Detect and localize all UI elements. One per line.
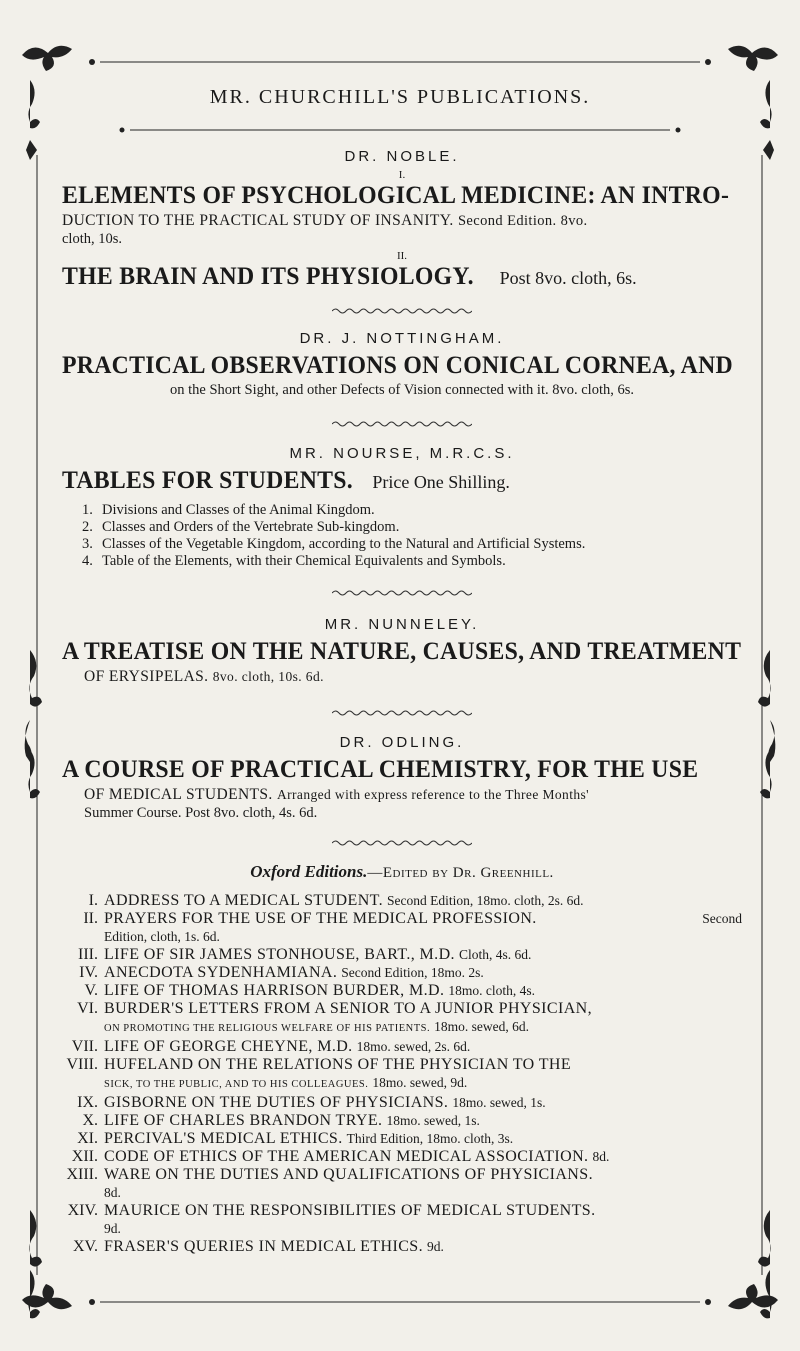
item-detail: Second [702,911,742,926]
book-detail: on the Short Sight, and other Defects of Vision connected with it. 8vo. cloth, 6s. [170,382,634,398]
item-title: HUFELAND ON THE RELATIONS OF THE PHYSICIAN TO THE [104,1056,572,1073]
item-numeral: IV. [79,964,98,981]
item-detail: 18mo. sewed, 9d. [372,1075,468,1090]
item-numeral: II. [83,910,98,927]
item-title: ANECDOTA SYDENHAMIANA. [104,964,338,981]
book-numeral: II. [396,250,408,262]
item-title: FRASER'S QUERIES IN MEDICAL ETHICS. [104,1238,423,1255]
book-title-tables: TABLES FOR STUDENTS. [62,467,354,494]
item-title: BURDER'S LETTERS FROM A SENIOR TO A JUNIOR PHYSICIAN, [104,1000,593,1017]
subtitle-text: DUCTION TO THE PRACTICAL STUDY OF INSANITY. [62,212,454,229]
oxford-list [62,892,742,1256]
item-note: ON PROMOTING THE RELIGIOUS WELFARE OF HIS PATIENTS. [104,1023,431,1034]
book-subtitle [62,667,742,686]
book-detail: 8vo. cloth, 10s. 6d. [212,669,324,684]
item-title: ADDRESS TO A MEDICAL STUDENT. [104,892,384,909]
item-detail: Second Edition, 18mo. cloth, 2s. 6d. [387,893,584,908]
book-line [62,466,742,496]
item-detail: 18mo. sewed, 6d. [434,1019,529,1034]
item-note: SICK, TO THE PUBLIC, AND TO HIS COLLEAGUES. [104,1079,369,1090]
series-title: Oxford Editions. [250,862,368,881]
list-item [62,1166,742,1202]
wavy-divider [332,838,472,848]
item-number: 2. [82,519,93,535]
item-title: LIFE OF GEORGE CHEYNE, M.D. [104,1038,353,1055]
author-odling: DR. ODLING. [339,734,465,751]
item-detail: 9d. [426,1239,444,1254]
item-text: Classes and Orders of the Vertebrate Sub-kingdom. [102,519,400,535]
book-line [62,262,742,292]
item-numeral: VIII. [66,1056,98,1073]
item-number: 3. [82,536,93,552]
item-numeral: XIV. [67,1202,98,1219]
list-item [62,892,742,910]
item-title: LIFE OF CHARLES BRANDON TRYE. [104,1112,383,1129]
item-detail: Third Edition, 18mo. cloth, 3s. [346,1131,514,1146]
item-number: 4. [82,553,93,569]
list-item [82,553,742,570]
item-numeral: III. [78,946,98,963]
list-item [62,1130,742,1148]
list-item [62,1094,742,1112]
item-numeral: IX. [77,1094,98,1111]
item-numeral: XV. [72,1238,98,1255]
book-detail: Post 8vo. cloth, 6s. [499,268,637,288]
book-title-brain: THE BRAIN AND ITS PHYSIOLOGY. [62,263,474,290]
item-title: PERCIVAL'S MEDICAL ETHICS. [104,1130,343,1147]
item-title: CODE OF ETHICS OF THE AMERICAN MEDICAL ASSOCIATION. [104,1148,589,1165]
list-item [62,964,742,982]
item-numeral: VII. [71,1038,98,1055]
wavy-divider [332,588,472,598]
list-item [82,502,742,519]
author-noble: DR. NOBLE. [344,148,460,165]
wavy-divider [332,708,472,718]
item-numeral: XII. [71,1148,98,1165]
book-title-psychological-medicine: ELEMENTS OF PSYCHOLOGICAL MEDICINE: AN INTRO- [62,182,730,209]
list-item [62,1238,742,1256]
author-nunneley: MR. NUNNELEY. [324,616,480,633]
item-title: PRAYERS FOR THE USE OF THE MEDICAL PROFESSION. [104,910,537,927]
item-detail: 18mo. cloth, 4s. [448,983,535,998]
item-numeral: VI. [77,1000,98,1017]
tables-list [82,502,742,570]
author-nourse: MR. NOURSE, M.R.C.S. [289,445,515,462]
list-item [62,1112,742,1130]
book-price: cloth, 10s. [62,231,123,247]
item-title: GISBORNE ON THE DUTIES OF PHYSICIANS. [104,1094,449,1111]
subtitle-text: OF MEDICAL STUDENTS. [84,786,273,803]
author-nottingham: DR. J. NOTTINGHAM. [299,330,505,347]
book-detail: Summer Course. Post 8vo. cloth, 4s. 6d. [84,805,318,821]
item-numeral: XI. [77,1130,98,1147]
list-item [62,910,742,946]
wavy-divider [332,419,472,429]
list-item [62,1148,742,1166]
item-detail: 18mo. sewed, 1s. [386,1113,480,1128]
book-detail: Second Edition. 8vo. [457,213,588,229]
item-detail: 8d. [104,1185,121,1200]
book-subtitle [62,211,742,230]
list-item [62,1000,742,1038]
book-subtitle [62,785,742,804]
item-title: MAURICE ON THE RESPONSIBILITIES OF MEDICAL STUDENTS. [104,1202,596,1219]
item-text: Divisions and Classes of the Animal Kingdom. [102,502,375,518]
item-detail: 8d. [592,1149,610,1164]
book-title-chemistry: A COURSE OF PRACTICAL CHEMISTRY, FOR THE USE [62,756,699,783]
item-title: WARE ON THE DUTIES AND QUALIFICATIONS OF PHYSICIANS. [104,1166,593,1183]
item-detail: Second Edition, 18mo. 2s. [341,965,484,980]
subtitle-text: OF ERYSIPELAS. [84,668,209,685]
book-price: Price One Shilling. [372,472,510,492]
list-item [62,1038,742,1056]
item-number: 1. [82,502,93,518]
catalogue-body [62,148,742,1256]
book-title-erysipelas: A TREATISE ON THE NATURE, CAUSES, AND TREATMENT [62,638,742,665]
book-detail: Arranged with express reference to the Three Months' [276,787,589,802]
list-item [82,519,742,536]
item-detail: Edition, cloth, 1s. 6d. [104,929,220,944]
item-numeral: I. [88,892,98,909]
list-item [62,1202,742,1238]
book-title-conical-cornea: PRACTICAL OBSERVATIONS ON CONICAL CORNEA, AND [62,352,733,379]
item-detail: 9d. [104,1221,121,1236]
item-numeral: V. [84,982,98,999]
item-text: Table of the Elements, with their Chemical Equivalents and Symbols. [102,553,506,569]
item-detail: 18mo. sewed, 1s. [452,1095,546,1110]
oxford-editions-heading [62,862,742,882]
list-item [62,946,742,964]
item-numeral: X. [82,1112,98,1129]
item-text: Classes of the Vegetable Kingdom, according to the Natural and Artificial Systems. [102,536,586,552]
page-header: MR. CHURCHILL'S PUBLICATIONS. [209,86,591,108]
wavy-divider [332,306,472,316]
list-item [62,982,742,1000]
book-numeral: I. [398,169,406,181]
list-item [82,536,742,553]
list-item [62,1056,742,1094]
item-detail: 18mo. sewed, 2s. 6d. [356,1039,471,1054]
item-title: LIFE OF SIR JAMES STONHOUSE, BART., M.D. [104,946,455,963]
item-title: LIFE OF THOMAS HARRISON BURDER, M.D. [104,982,445,999]
item-numeral: XIII. [66,1166,98,1183]
item-detail: Cloth, 4s. 6d. [458,947,532,962]
series-editor: —Edited by Dr. Greenhill. [367,865,554,881]
